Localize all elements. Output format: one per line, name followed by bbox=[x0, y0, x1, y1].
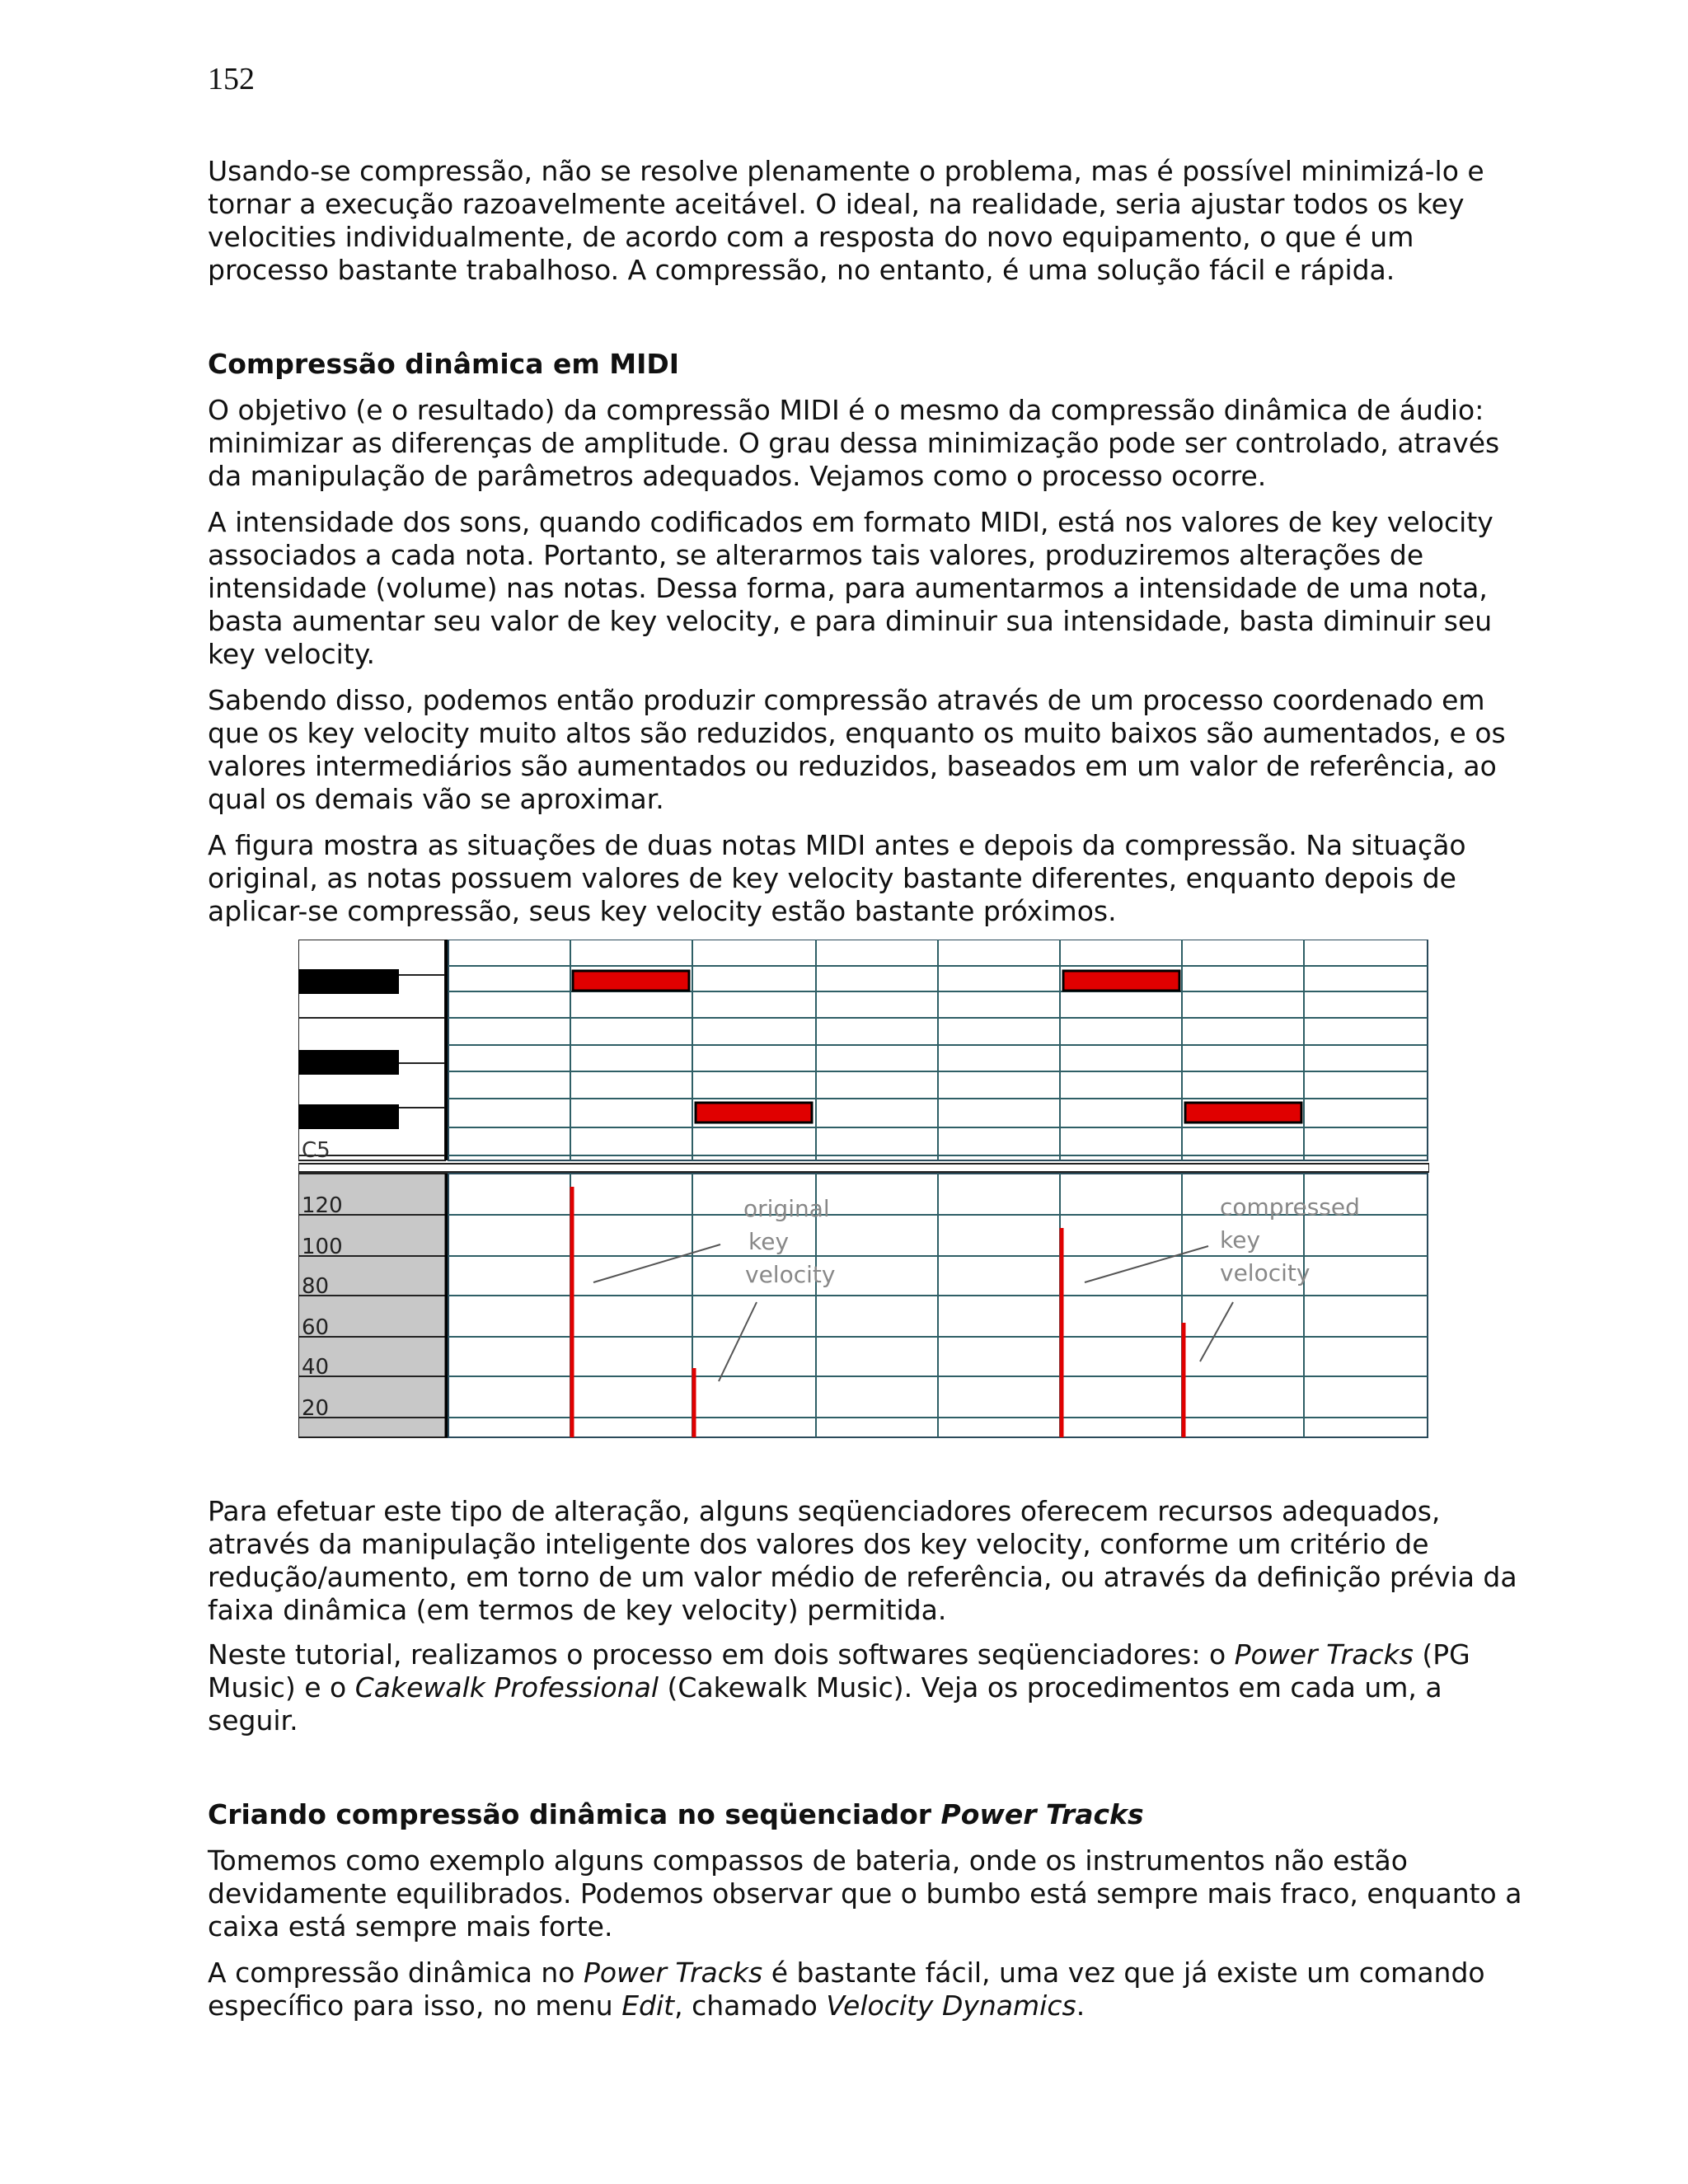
heading-2-italic: Power Tracks bbox=[940, 1798, 1144, 1830]
paragraph-9-text bbox=[208, 1957, 1526, 2022]
original-label-line-2: key bbox=[748, 1228, 790, 1255]
velocity-label-20: 20 bbox=[302, 1396, 330, 1421]
paragraph-3 bbox=[208, 506, 1526, 671]
paragraph-9 bbox=[208, 1957, 1526, 2022]
original-label-line-3: velocity bbox=[745, 1261, 836, 1288]
black-key bbox=[298, 969, 399, 994]
midi-compression-figure bbox=[298, 940, 1429, 1441]
paragraph-6-text: Para efetuar este tipo de alteração, alguns seqüenciadores oferecem recursos adequados, através da manipulação inteligente dos valores dos key velocity, conforme um critério de redução/aumento, em torno de um valor médio de referência, ou através da definição prévia da faixa dinâmica (em termos de key velocity) permitida. bbox=[208, 1495, 1517, 1626]
paragraph-2 bbox=[208, 394, 1526, 493]
velocity-dynamics-name: Velocity Dynamics bbox=[826, 1990, 1076, 2022]
heading-1-text: Compressão dinâmica em MIDI bbox=[208, 348, 680, 380]
paragraph-7-text-2: (PG Music) e o bbox=[208, 1638, 1470, 1704]
power-tracks-name-2: Power Tracks bbox=[583, 1957, 763, 1989]
heading-power-tracks bbox=[208, 1798, 1526, 1831]
paragraph-3-text: A intensidade dos sons, quando codificados em formato MIDI, está nos valores de key velocity associados a cada nota. Portanto, se alterarmos tais valores, produziremos alterações de intensidade (volume) nas notas. Dessa forma, para aumentarmos a intensidade de uma nota, basta aumentar seu valor de key velocity, e para diminuir sua intensidade, basta diminuir seu key velocity. bbox=[208, 506, 1493, 670]
velocity-label-100: 100 bbox=[302, 1235, 343, 1259]
paragraph-4 bbox=[208, 684, 1526, 816]
velocity-label-120: 120 bbox=[302, 1193, 343, 1218]
compressed-label-line-2: key bbox=[1220, 1226, 1261, 1254]
page-number: 152 bbox=[208, 62, 255, 96]
paragraph-7 bbox=[208, 1638, 1526, 1737]
original-label-line-1: original bbox=[743, 1195, 830, 1222]
paragraph-7-text-3: (Cakewalk Music). Veja os procedimentos em cada um, a seguir. bbox=[208, 1671, 1442, 1736]
velocity-scale bbox=[298, 1174, 447, 1437]
piano-roll-grid bbox=[448, 940, 1428, 1160]
paragraph-5-text: A figura mostra as situações de duas notas MIDI antes e depois da compressão. Na situação original, as notas possuem valores de key velocity bastante diferentes, enquanto depois de aplicar-se compressão, seus key velocity estão bastante próximos. bbox=[208, 829, 1466, 927]
paragraph-5 bbox=[208, 829, 1526, 928]
power-tracks-name: Power Tracks bbox=[1234, 1638, 1414, 1671]
velocity-label-40: 40 bbox=[302, 1355, 330, 1380]
paragraph-8-text: Tomemos como exemplo alguns compassos de bateria, onde os instrumentos não estão devidamente equilibrados. Podemos observar que o bumbo está sempre mais fraco, enquanto a caixa está sempre mais forte. bbox=[208, 1844, 1522, 1943]
black-key bbox=[298, 1050, 399, 1075]
velocity-grid bbox=[448, 1174, 1428, 1437]
paragraph-7-text-1: Neste tutorial, realizamos o processo em dois softwares seqüenciadores: o bbox=[208, 1638, 1235, 1671]
cakewalk-professional-name: Cakewalk Professional bbox=[354, 1671, 659, 1704]
velocity-label-60: 60 bbox=[302, 1315, 330, 1340]
midi-note bbox=[696, 1103, 812, 1122]
heading-2-text-1: Criando compressão dinâmica no seqüenciador bbox=[208, 1798, 941, 1830]
midi-note bbox=[1185, 1103, 1301, 1122]
paragraph-2-text: O objetivo (e o resultado) da compressão MIDI é o mesmo da compressão dinâmica de áudio: minimizar as diferenças de amplitude. O grau dessa minimização pode ser controlado, através da manipulação de parâmetros adequados. Vejamos como o processo ocorre. bbox=[208, 394, 1500, 492]
piano-keys bbox=[298, 940, 445, 1163]
paragraph-1 bbox=[208, 155, 1526, 287]
paragraph-4-text: Sabendo disso, podemos então produzir compressão através de um processo coordenado em que os key velocity muito altos são reduzidos, enquanto os muito baixos são aumentados, e os valores intermediários são aumentados ou reduzidos, baseados em um valor de referência, ao qual os demais vão se aproximar. bbox=[208, 684, 1506, 815]
paragraph-9-text-3: , chamado bbox=[674, 1990, 827, 2022]
heading-compressao-midi bbox=[208, 348, 1526, 381]
velocity-label-80: 80 bbox=[302, 1274, 330, 1299]
midi-note bbox=[1063, 971, 1179, 991]
paragraph-7-text bbox=[208, 1638, 1526, 1737]
paragraph-8 bbox=[208, 1844, 1526, 1943]
paragraph-9-text-2: é bastante fácil, uma vez que já existe um comando específico para isso, no menu bbox=[208, 1957, 1485, 2022]
compressed-label-line-3: velocity bbox=[1220, 1259, 1311, 1286]
paragraph-6 bbox=[208, 1495, 1526, 1627]
paragraph-1-text: Usando-se compressão, não se resolve plenamente o problema, mas é possível minimizá-lo e tornar a execução razoavelmente aceitável. O ideal, na realidade, seria ajustar todos os key velocities individualmente, de acordo com a resposta do novo equipamento, o que é um processo bastante trabalhoso. A compressão, no entanto, é uma solução fácil e rápida. bbox=[208, 155, 1484, 286]
c5-label: C5 bbox=[302, 1138, 331, 1163]
paragraph-9-text-1: A compressão dinâmica no bbox=[208, 1957, 584, 1989]
edit-menu-name: Edit bbox=[621, 1990, 675, 2022]
midi-note bbox=[573, 971, 689, 991]
paragraph-9-text-4: . bbox=[1076, 1990, 1085, 2022]
black-key bbox=[298, 1104, 399, 1129]
compressed-label-line-1: compressed bbox=[1220, 1193, 1360, 1221]
heading-2-text bbox=[208, 1798, 1526, 1831]
